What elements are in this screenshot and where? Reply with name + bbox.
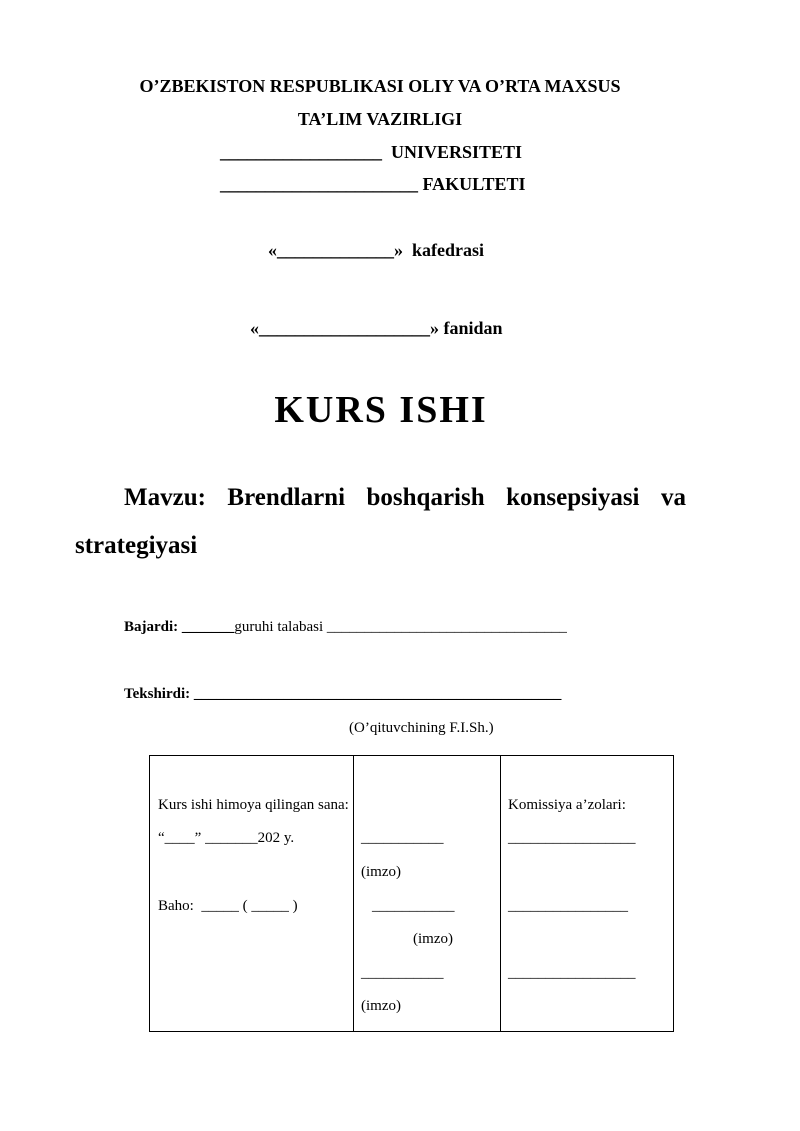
signature-line-1: ___________ (361, 830, 444, 846)
performer-text: guruhi talabasi ________________________________ (234, 619, 567, 635)
university-line: __________________ UNIVERSITETI (220, 142, 523, 162)
topic-line-2: strategiyasi (75, 532, 198, 559)
performer-line (124, 619, 567, 636)
commission-line-3: _________________ (508, 965, 636, 981)
commission-line-2: ________________ (508, 898, 628, 914)
group-blank: _______ (178, 619, 235, 635)
signature-line-2: ___________ (372, 898, 455, 914)
signature-caption-1: (imzo) (361, 864, 401, 880)
subject-line: «___________________» fanidan (250, 318, 503, 338)
checker-line (124, 686, 561, 703)
checker-caption: (O’qituvchining F.I.Sh.) (349, 720, 494, 736)
department-line: «_____________» kafedrasi (268, 240, 484, 260)
commission-label: Komissiya a’zolari: (508, 797, 626, 813)
topic-line-1: Mavzu: Brendlarni boshqarish konsepsiyasi va (124, 484, 686, 511)
commission-line-1: _________________ (508, 830, 636, 846)
defense-table (149, 755, 674, 1032)
checker-blank: _________________________________________________ (193, 686, 562, 702)
document-title: KURS ISHI (274, 389, 488, 431)
signature-line-3: ___________ (361, 965, 444, 981)
signature-cell (354, 756, 501, 1032)
signature-caption-3: (imzo) (361, 998, 401, 1014)
defense-date-value: “____” _______202 y. (158, 830, 295, 846)
faculty-line: ______________________ FAKULTETI (220, 174, 526, 194)
performer-label: Bajardi: (124, 619, 179, 635)
grade-line: Baho: _____ ( _____ ) (158, 898, 298, 914)
commission-cell (501, 756, 674, 1032)
checker-label: Tekshirdi: (124, 686, 194, 702)
ministry-line-2: TA’LIM VAZIRLIGI (297, 109, 463, 129)
defense-date-label: Kurs ishi himoya qilingan sana: (158, 797, 349, 813)
signature-caption-2: (imzo) (413, 931, 453, 947)
defense-date-cell (150, 756, 354, 1032)
ministry-line-1: O’ZBEKISTON RESPUBLIKASI OLIY VA O’RTA MAXSUS (139, 76, 621, 96)
